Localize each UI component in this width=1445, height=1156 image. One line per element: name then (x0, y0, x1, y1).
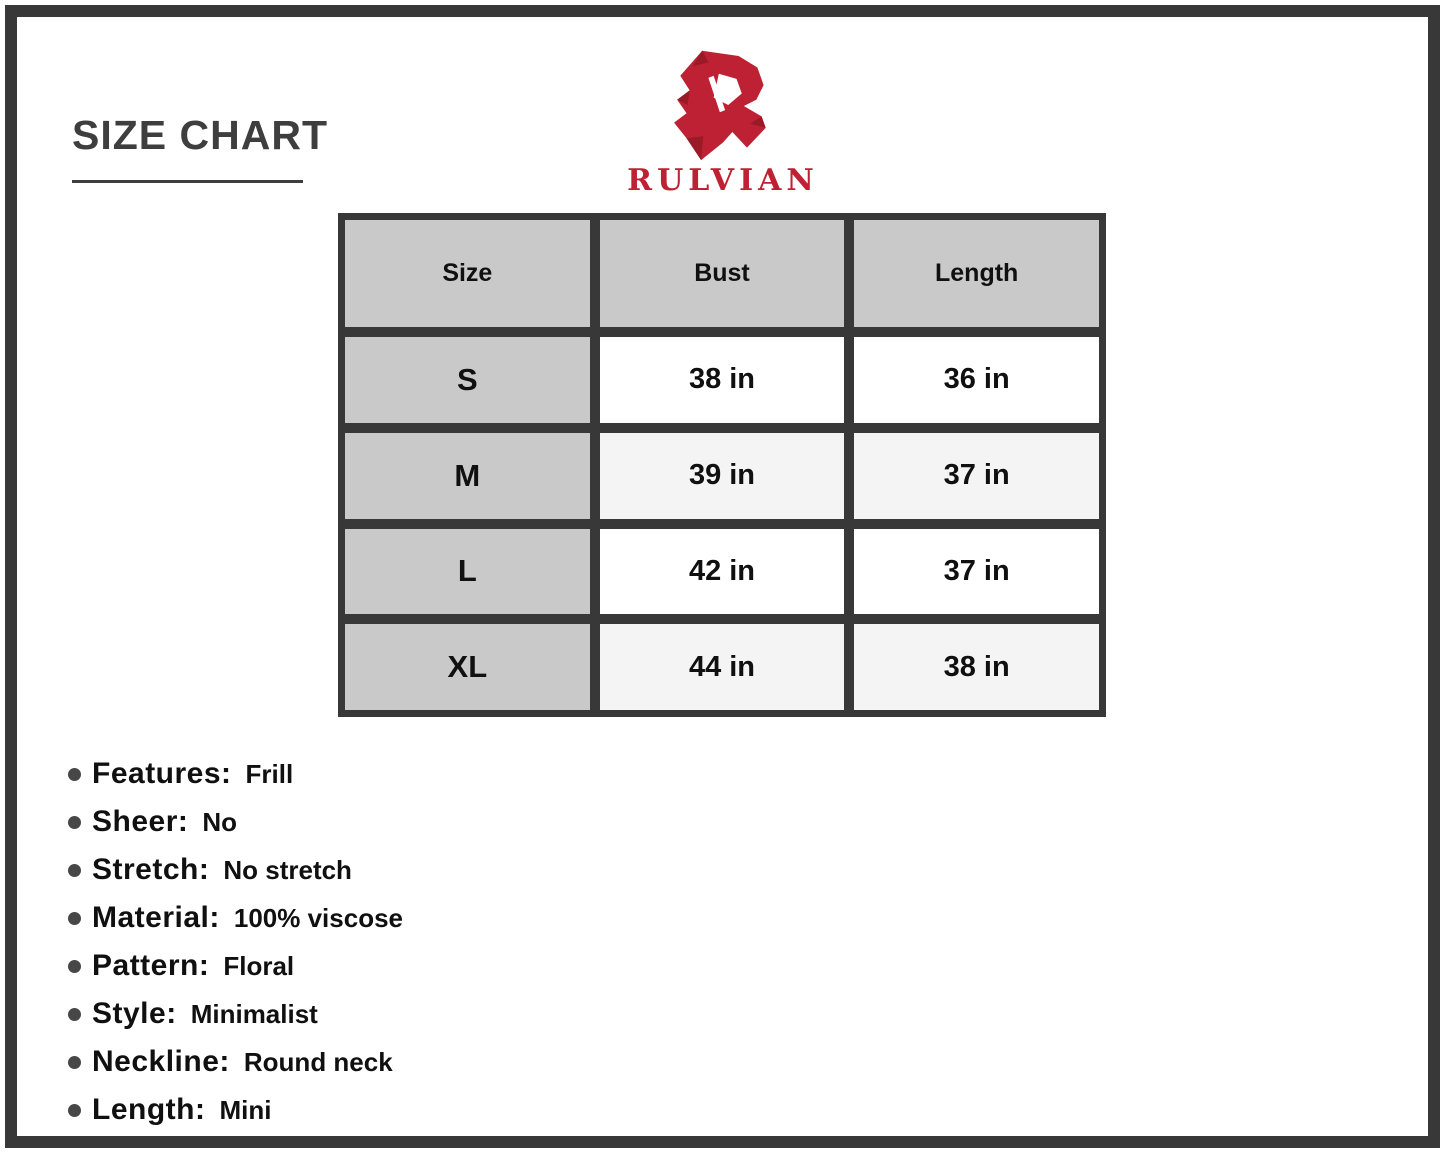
column-header-length: Length (854, 220, 1099, 327)
bullet-icon (68, 816, 81, 829)
page-title: SIZE CHART (72, 112, 328, 158)
size-table (338, 213, 1106, 717)
detail-item-length (68, 1086, 403, 1134)
detail-item-features (68, 750, 403, 798)
detail-label: Stretch: (92, 853, 210, 886)
detail-value: Minimalist (190, 998, 318, 1029)
row-xl-length: 38 in (854, 624, 1099, 710)
detail-item-material (68, 894, 403, 942)
row-l-size: L (345, 529, 590, 615)
detail-value: No stretch (223, 854, 352, 885)
angular-r-logo-icon (673, 50, 773, 162)
brand-logo (618, 50, 828, 198)
bullet-icon (68, 912, 81, 925)
row-l-length: 37 in (854, 529, 1099, 615)
detail-item-stretch (68, 846, 403, 894)
row-s-length: 36 in (854, 337, 1099, 423)
row-l-bust: 42 in (600, 529, 845, 615)
row-m-length: 37 in (854, 433, 1099, 519)
detail-label: Pattern: (92, 949, 210, 982)
detail-value: Floral (223, 950, 295, 981)
detail-value: Frill (245, 758, 294, 789)
detail-value: 100% viscose (233, 902, 404, 933)
column-header-bust: Bust (600, 220, 845, 327)
detail-item-sheer (68, 798, 403, 846)
bullet-icon (68, 1056, 81, 1069)
bullet-icon (68, 1104, 81, 1117)
bullet-icon (68, 864, 81, 877)
detail-label: Style: (92, 997, 177, 1030)
bullet-icon (68, 768, 81, 781)
detail-label: Material: (92, 901, 220, 934)
detail-item-neckline (68, 1038, 403, 1086)
detail-item-style (68, 990, 403, 1038)
detail-value: No (202, 806, 238, 837)
row-xl-bust: 44 in (600, 624, 845, 710)
detail-value: Mini (219, 1094, 272, 1125)
row-s-bust: 38 in (600, 337, 845, 423)
detail-label: Length: (92, 1093, 206, 1126)
title-block (72, 112, 328, 183)
brand-name: RULVIAN (627, 163, 819, 198)
detail-label: Features: (92, 757, 232, 790)
detail-label: Neckline: (92, 1045, 230, 1078)
detail-label: Sheer: (92, 805, 189, 838)
row-m-bust: 39 in (600, 433, 845, 519)
column-header-size: Size (345, 220, 590, 327)
title-underline (72, 180, 303, 183)
row-xl-size: XL (345, 624, 590, 710)
product-details-list (68, 750, 403, 1134)
bullet-icon (68, 1008, 81, 1021)
row-m-size: M (345, 433, 590, 519)
detail-item-pattern (68, 942, 403, 990)
detail-value: Round neck (243, 1046, 393, 1077)
bullet-icon (68, 960, 81, 973)
row-s-size: S (345, 337, 590, 423)
